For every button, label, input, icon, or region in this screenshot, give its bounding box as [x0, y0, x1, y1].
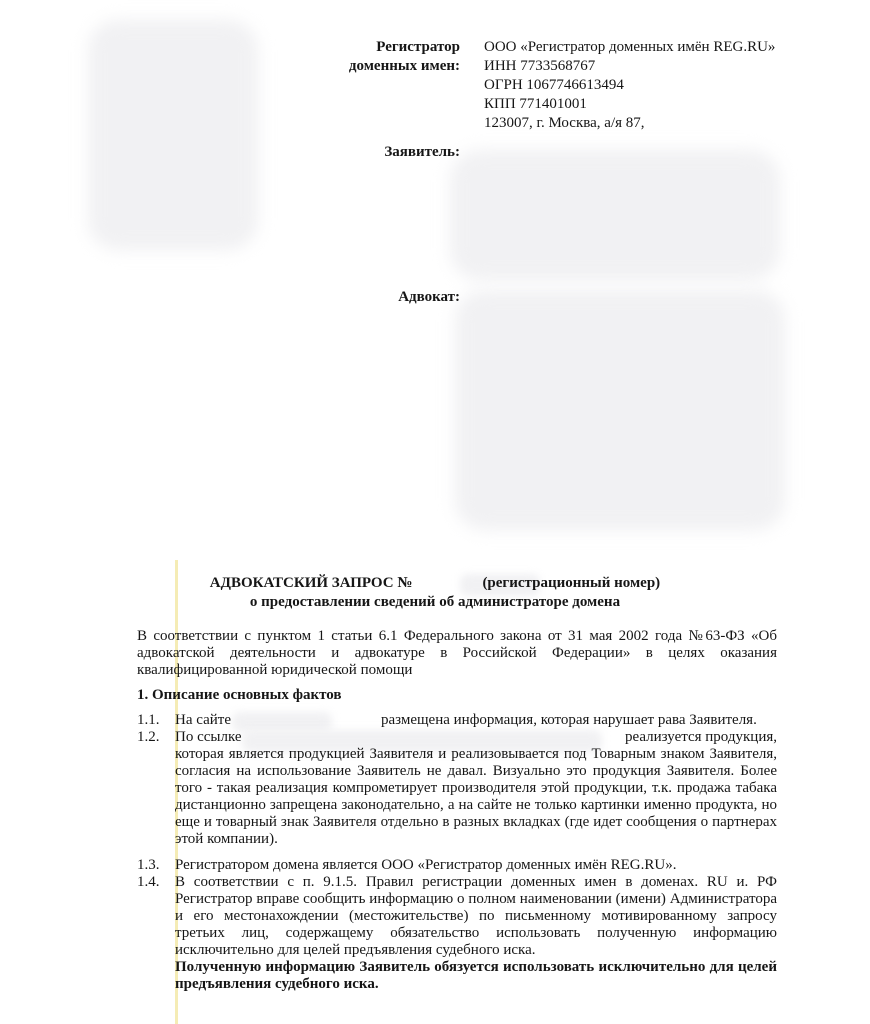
request-subtitle: о предоставлении сведений об администраторе домена: [249, 594, 621, 610]
fact-1-1-start: На сайте: [175, 712, 231, 728]
registrar-inn: ИНН 7733568767: [484, 58, 596, 74]
redaction-blur: [450, 150, 780, 280]
section-1-title: 1. Описание основных фактов: [137, 687, 342, 703]
fact-1-4-text: В соответствии с п. 9.1.5. Правил регистрации доменных имен в доменах. RU и. РФ Регистратор вправе сообщить информацию о полном наименовании (имени) Администратора и его местонахождении (местожительстве) по письменному мотивированному запросу третьих лиц, содержащему обязательство использовать полученную информацию исключительно для целей предъявления судебного иска.: [175, 874, 777, 958]
request-title: [0, 574, 870, 593]
registrar-address: 123007, г. Москва, а/я 87,: [484, 115, 645, 131]
fact-1-2-rest: которая является продукцией Заявителя и реализовывается под Товарным знаком Заявителя, согласия на использование Заявитель не давал. Визуально это продукция Заявителя. Более того - такая реализация компрометирует производителя этой продукции, т.к. продажа табака дистанционно запрещена законодательно, а на сайте не только картинки именно продукта, но еще и товарный знак Заявителя отдельно в разных вкладках (где идет сообщения о партнерах этой компании).: [175, 746, 777, 847]
fact-text: Регистратором домена является ООО «Регистратор доменных имён REG.RU».: [175, 857, 677, 873]
fact-number: 1.3.: [137, 857, 160, 873]
registrar-label: [300, 38, 460, 76]
fact-1-2-start: По ссылке: [175, 729, 242, 745]
fact-number: 1.2.: [137, 729, 160, 745]
fact-1-1-end: размещена информация, которая нарушает рава Заявителя.: [380, 712, 757, 728]
reg-number-note: (регистрационный номер): [482, 575, 661, 591]
request-title-text: АДВОКАТСКИЙ ЗАПРОС №: [209, 575, 413, 591]
fact-text: [175, 712, 777, 729]
registrar-kpp: КПП 771401001: [484, 96, 587, 112]
registrar-name: ООО «Регистратор доменных имён REG.RU»: [484, 39, 776, 55]
registrar-ogrn: ОГРН 1067746613494: [484, 77, 624, 93]
fact-text: [175, 729, 777, 848]
fact-1-4-obligation: Полученную информацию Заявитель обязуется использовать исключительно для целей предъявления судебного иска.: [175, 959, 777, 992]
fact-number: 1.1.: [137, 712, 160, 728]
registrar-label-line2: доменных имен:: [348, 58, 460, 74]
redaction-blur: [88, 20, 258, 250]
applicant-label: Заявитель:: [384, 144, 460, 160]
fact-text: [175, 874, 777, 993]
registrar-details: [484, 38, 824, 133]
registrar-label-line1: Регистратор: [376, 39, 460, 55]
fact-1-2-first-line: [175, 729, 777, 746]
redaction-blur: [455, 290, 785, 530]
fact-1-2-first-end: реализуется продукция,: [625, 729, 777, 745]
intro-paragraph: В соответствии с пунктом 1 статьи 6.1 Федерального закона от 31 мая 2002 года №63-ФЗ «Об адвокатской деятельности и адвокатуре в Российской Федерации» в целях оказания квалифицированной юридической помощи: [137, 628, 777, 678]
lawyer-label: Адвокат:: [398, 289, 460, 305]
fact-number: 1.4.: [137, 874, 160, 890]
